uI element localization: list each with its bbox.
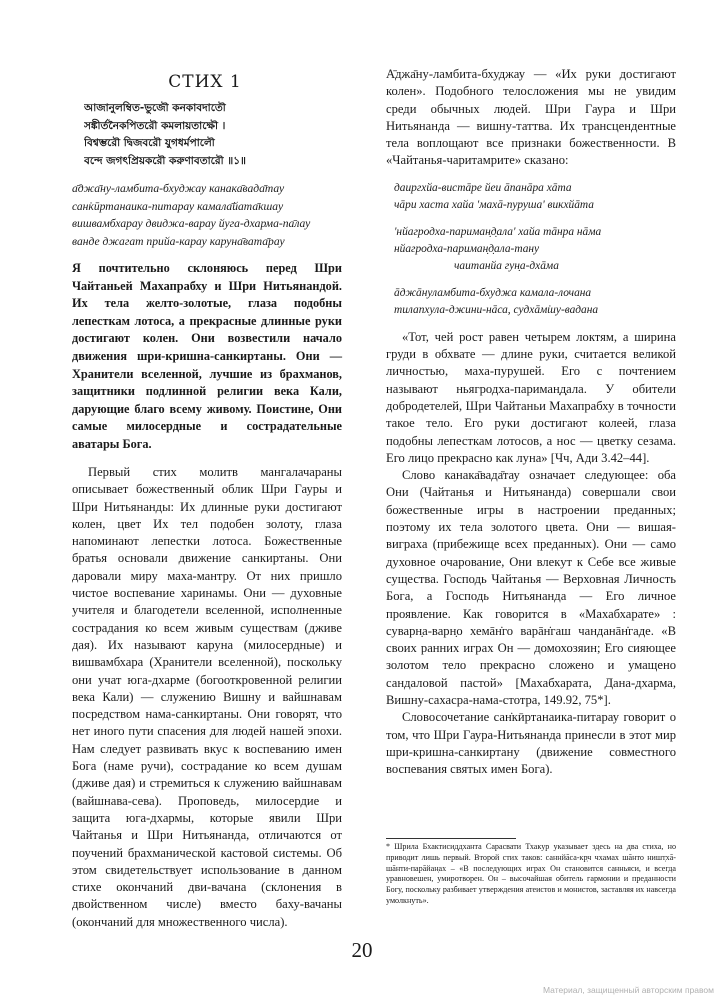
purport-paragraph: Слово канака̄вада̄тау означает следующее: оба Они (Чайтанья и Нитьянанда) совершали свои божественные игры в настроении преданных; поэтому их тела золотого цвета. Они — вишая-виграха (прибежище всех преданных). Они — само духовное очарование, Они влекут к Себе все живые существа. Господь Чайтанья — Верховная Личность Бога, а Господь Нитьянанда — Его личное проявление. Как говорится в «Махабхарате» : суварн̣а-варн̣о хемāн̇го варāн̇гаш чанданāн̇гаде. «В своих ранних играх Он — домохозяин; Его сияющее золотом тело прекрасно сложено и умащено сандаловой пастой» [Махабхарата, Дана-дхарма, Вишну-сахасра-нама-стотра, 149.92, 75*].	[386, 468, 676, 708]
verse-line: тилапхула-джини-нāса, судхāм̇шу-вадана	[394, 303, 599, 316]
verse-line: чāри хаста хайа 'махā-пуруша' викхйāта	[394, 198, 594, 211]
verse-heading: СТИХ 1	[168, 72, 242, 92]
transliteration-line: а̄джа̄ну-ламбита-бхуджау канака̄вада̄тау	[72, 182, 285, 195]
transliteration-block	[72, 180, 342, 250]
verse-line: нйагродха-париман̣д̣ала-тану	[394, 242, 540, 255]
transliteration-line: вишвамбхарау двиджа-варау йуга-дхарма-па̄лау	[72, 217, 311, 230]
bengali-line: বন্দে জগৎপ্রিয়করৌ করুণাবতারৌ ॥১॥	[84, 154, 246, 167]
purport-left-column	[72, 464, 342, 931]
footnote-divider	[386, 838, 516, 839]
bengali-line: আজানুলম্বিত-ভুজৌ কনকাবদাতৌ	[84, 102, 226, 114]
bengali-line: বিশ্বম্ভরৌ দ্বিজবরৌ যুগধর্মপালৌ	[84, 137, 215, 149]
purport-intro-paragraph: А̄джа̄ну-ламбита-бхуджау — «Их руки достигают колен». Подобного телосложения мы не увидим среди обычных людей. Шри Гаура и Шри Нитьянанда — вишну-таттва. Их трансцендентные тела воплощают все признаки божественности. В «Чайтанья-чаритамрите» сказано:	[386, 67, 676, 168]
verse-line: āджāнуламбита-бхуджа камала-лочана	[394, 286, 592, 299]
page-number: 20	[351, 938, 373, 962]
purport-paragraph: Первый стих молитв мангалачараны описывает божественный облик Шри Гауры и Шри Нитьянанды: Их длинные руки достигают колен, цвет Их тел подобен золоту, глаза напоминают лепестки лотоса. Божественные братья основали движение санкиртаны. Они даровали миру маха-мантру. От них пришло чистое воспевание харинамы. Они — духовные учителя и благодетели вселенной, исполненные сострадания ко всем живым существам (дживе дая). Их называют каруна (милосердные) и вишвамбхара (Хранители вселенной), поскольку они учат юга-дхарме (богооткровенной религии века Кали) — служению Вишну и вайшнавам посредством нама-санкиртаны. Они говорят, что нет иного пути спасения для людей нашей эпохи. Нам следует развивать вкус к воспеванию имен Бога (наме ручи), сострадание ко всем душам (дживе дая) и стремиться к служению вайшнавам (вайшнава-сева). Проповедь, милосердие и защита юга-дхармы, которые явили Шри Чайтанья и Шри Нитьянанда, отличаются от поучений брахманической кастовой системы. Об этом свидетельствует использование в данном стихе окончаний дви-вачана (склонения в двойственном числе) вместо баху-вачаны (окончаний для множественного числа).	[72, 465, 342, 929]
bengali-verse	[84, 100, 346, 170]
transliteration-line: ванде джагат прийа-карау каруна̄вата̄рау	[72, 234, 285, 248]
verse-line: 'нйагродха-париман̣д̣ала' хайа тāнра нāма	[394, 225, 602, 238]
bengali-line: সঙ্কীর্তনৈকপিতরৌ কমলায়তাক্ষৌ ।	[84, 119, 226, 132]
quoted-verse	[394, 285, 676, 319]
translation-text: Я почтительно склоняюсь перед Шри Чайтаньей Махапрабху и Шри Нитьянандой. Их тела желто-золотые, глаза подобны лепесткам лотоса, а прекрасные длинные руки достигают колен. Они возвестили начало движения шри-кришна-санкиртаны. Они — Хранители вселенной, лучшие из брахманов, защитники подлинной религии века Кали, дарующие благо всему живому. Поистине, Они самые милосердные и сострадательные аватары Бога.	[72, 261, 342, 451]
footnote: * Шрила Бхактисиддханта Сарасвати Тхакур указывает здесь на два стиха, но приводит лишь первый. Второй стих таков: саннйāса-кр̣ч чхамах шāнто ништ̣хā-шāнти-парāйан̣ах – «В последующих играх Он становится санньяси, и всегда уравновешен, умиротворен. Он – высочайшая обитель гармонии и преданности Богу, поскольку разбивает утверждения атеистов и монистов, заставляя их навсегда умолкнуть».	[386, 842, 676, 905]
quoted-verse	[394, 224, 676, 275]
copyright-watermark: Материал, защищенный авторским правом	[542, 985, 714, 995]
verse-line: даиргхйа-вистāре йеи āпанāра хāта	[394, 181, 572, 194]
verse-line: чаитанйа гун̣а-дхāма	[454, 259, 559, 272]
purport-paragraph: Словосочетание сан̇кӣртанаика-питарау говорит о том, что Шри Гаура-Нитьянанда принесли в этот мир шри-кришна-санкиртану (движение совместного воспевания святых имен Бога).	[386, 710, 676, 777]
right-column	[386, 66, 676, 779]
transliteration-line: сан̇кӣртанаика-питарау камала̄йата̄кшау	[72, 199, 284, 213]
quoted-verse	[394, 180, 676, 214]
purport-paragraph: «Тот, чей рост равен четырем локтям, а ширина груди в обхвате — длине руки, считается великой личностью, маха-пурушей. Его с почтением называют ньягродха-париман̣д̣ала. У обители добродетелей, Шри Чайтаньи Махапрабху в точности такое тело. Его руки достигают колеей, глаза подобны лепесткам лотосов, а нос — цветку сезама. Его лицо прекрасно как луна» [Чч, Ади 3.42–44].	[386, 329, 676, 465]
